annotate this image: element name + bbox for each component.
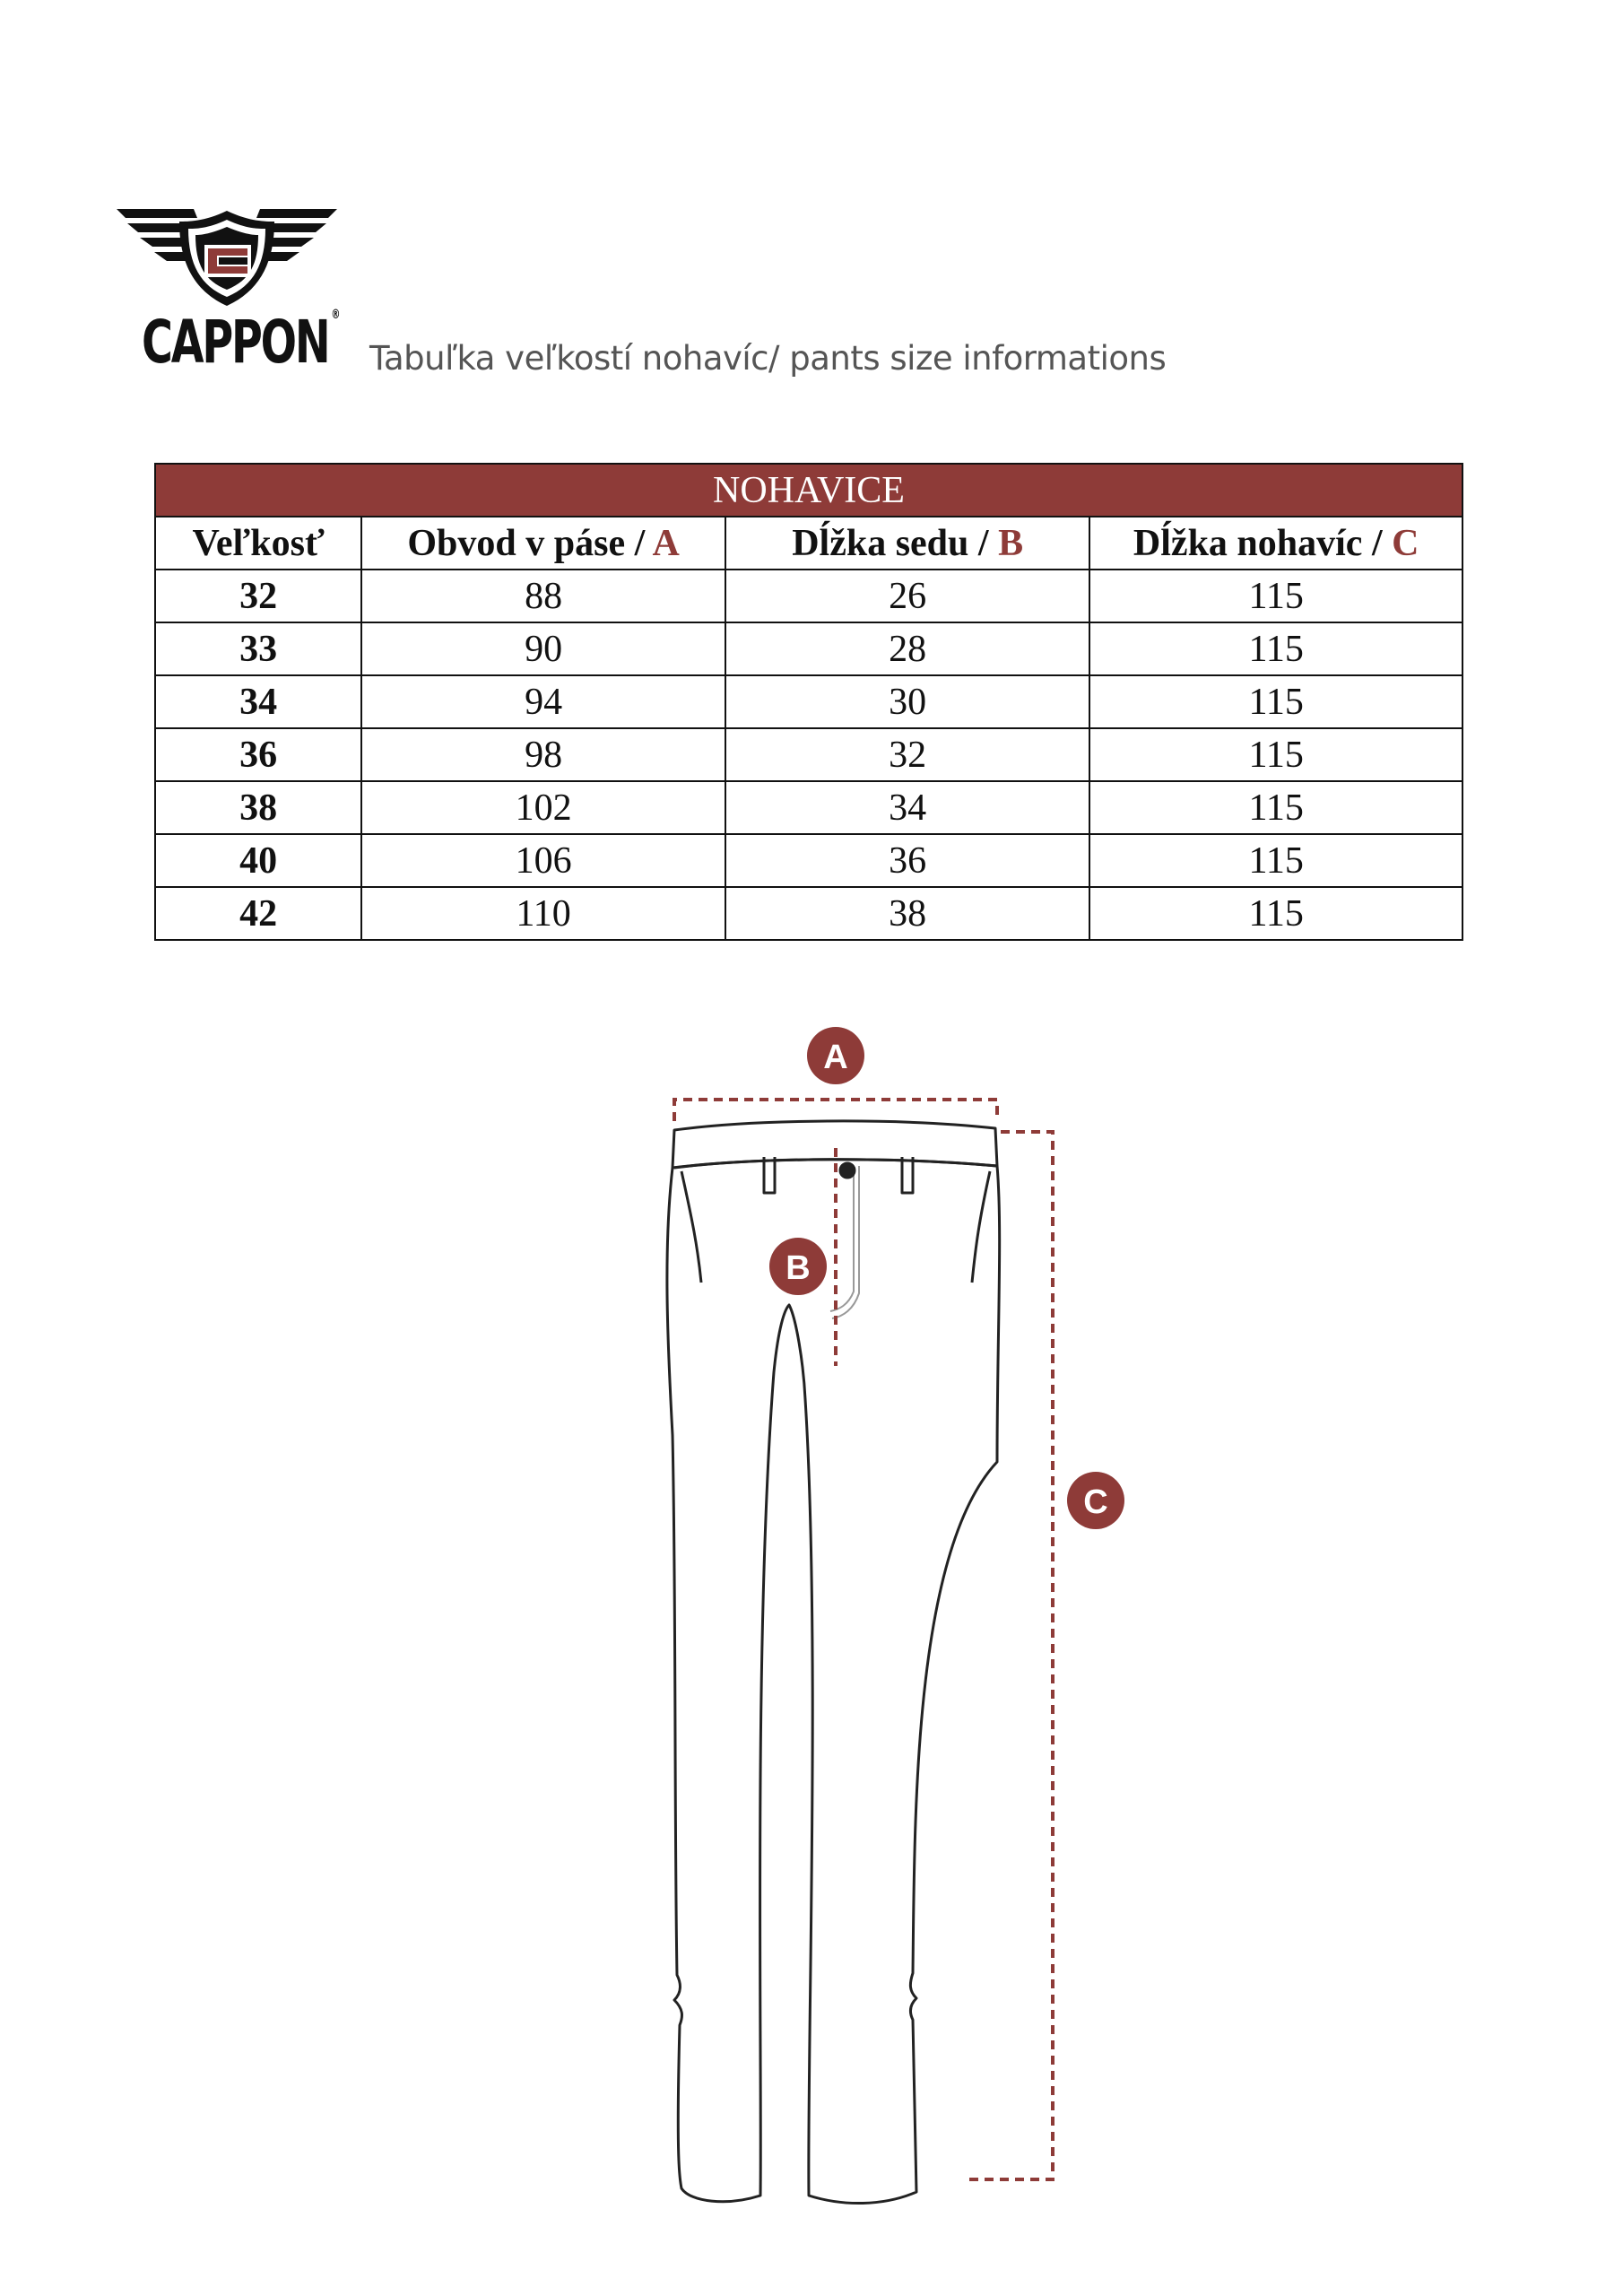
column-header-letter: C (1392, 522, 1419, 564)
measurement-cell: 115 (1089, 887, 1462, 940)
measurement-cell: 38 (725, 887, 1090, 940)
measurement-cell: 115 (1089, 781, 1462, 834)
label-b: B (785, 1249, 811, 1287)
brand-name: CAPPON ® (142, 308, 341, 377)
measurement-cell: 26 (725, 570, 1090, 622)
measurement-cell: 115 (1089, 570, 1462, 622)
measurement-cell: 115 (1089, 834, 1462, 887)
table-row (155, 834, 1462, 887)
table-row (155, 622, 1462, 675)
measurement-cell: 110 (361, 887, 725, 940)
measurement-cell: 88 (361, 570, 725, 622)
measurement-cell: 115 (1089, 622, 1462, 675)
column-header-letter: B (998, 522, 1024, 564)
size-cell: 40 (155, 834, 361, 887)
column-header (1089, 517, 1462, 570)
label-a: A (823, 1039, 848, 1076)
table-row (155, 781, 1462, 834)
column-header (155, 517, 361, 570)
measurement-cell: 94 (361, 675, 725, 728)
column-header-text: Veľkosť (192, 522, 325, 564)
measurement-cell: 115 (1089, 728, 1462, 781)
page-subtitle: Tabuľka veľkostí nohavíc/ pants size informations (369, 339, 1167, 378)
winged-shield-logo-icon (115, 202, 339, 309)
column-header-letter: A (652, 522, 680, 564)
column-header (361, 517, 725, 570)
label-c: C (1083, 1483, 1108, 1521)
measurement-cell: 34 (725, 781, 1090, 834)
table-title: NOHAVICE (155, 464, 1462, 517)
size-cell: 36 (155, 728, 361, 781)
measurement-cell: 32 (725, 728, 1090, 781)
size-cell: 33 (155, 622, 361, 675)
measurement-cell: 36 (725, 834, 1090, 887)
table-row (155, 728, 1462, 781)
measurement-cell: 90 (361, 622, 725, 675)
table-row (155, 887, 1462, 940)
measurement-cell: 28 (725, 622, 1090, 675)
measurement-cell: 115 (1089, 675, 1462, 728)
pants-outline-icon (628, 1013, 1130, 2206)
column-header-text: Obvod v páse / (407, 522, 653, 564)
brand-logo (115, 202, 348, 381)
column-header (725, 517, 1090, 570)
table-row (155, 570, 1462, 622)
size-cell: 38 (155, 781, 361, 834)
measurement-cell: 102 (361, 781, 725, 834)
size-cell: 42 (155, 887, 361, 940)
size-table (154, 463, 1463, 941)
column-header-text: Dĺžka nohavíc / (1133, 522, 1393, 564)
measurement-cell: 106 (361, 834, 725, 887)
pants-measurement-diagram (628, 1013, 1130, 2206)
table-row (155, 675, 1462, 728)
measurement-cell: 30 (725, 675, 1090, 728)
column-header-text: Dĺžka sedu / (792, 522, 999, 564)
measurement-cell: 98 (361, 728, 725, 781)
size-cell: 34 (155, 675, 361, 728)
size-cell: 32 (155, 570, 361, 622)
